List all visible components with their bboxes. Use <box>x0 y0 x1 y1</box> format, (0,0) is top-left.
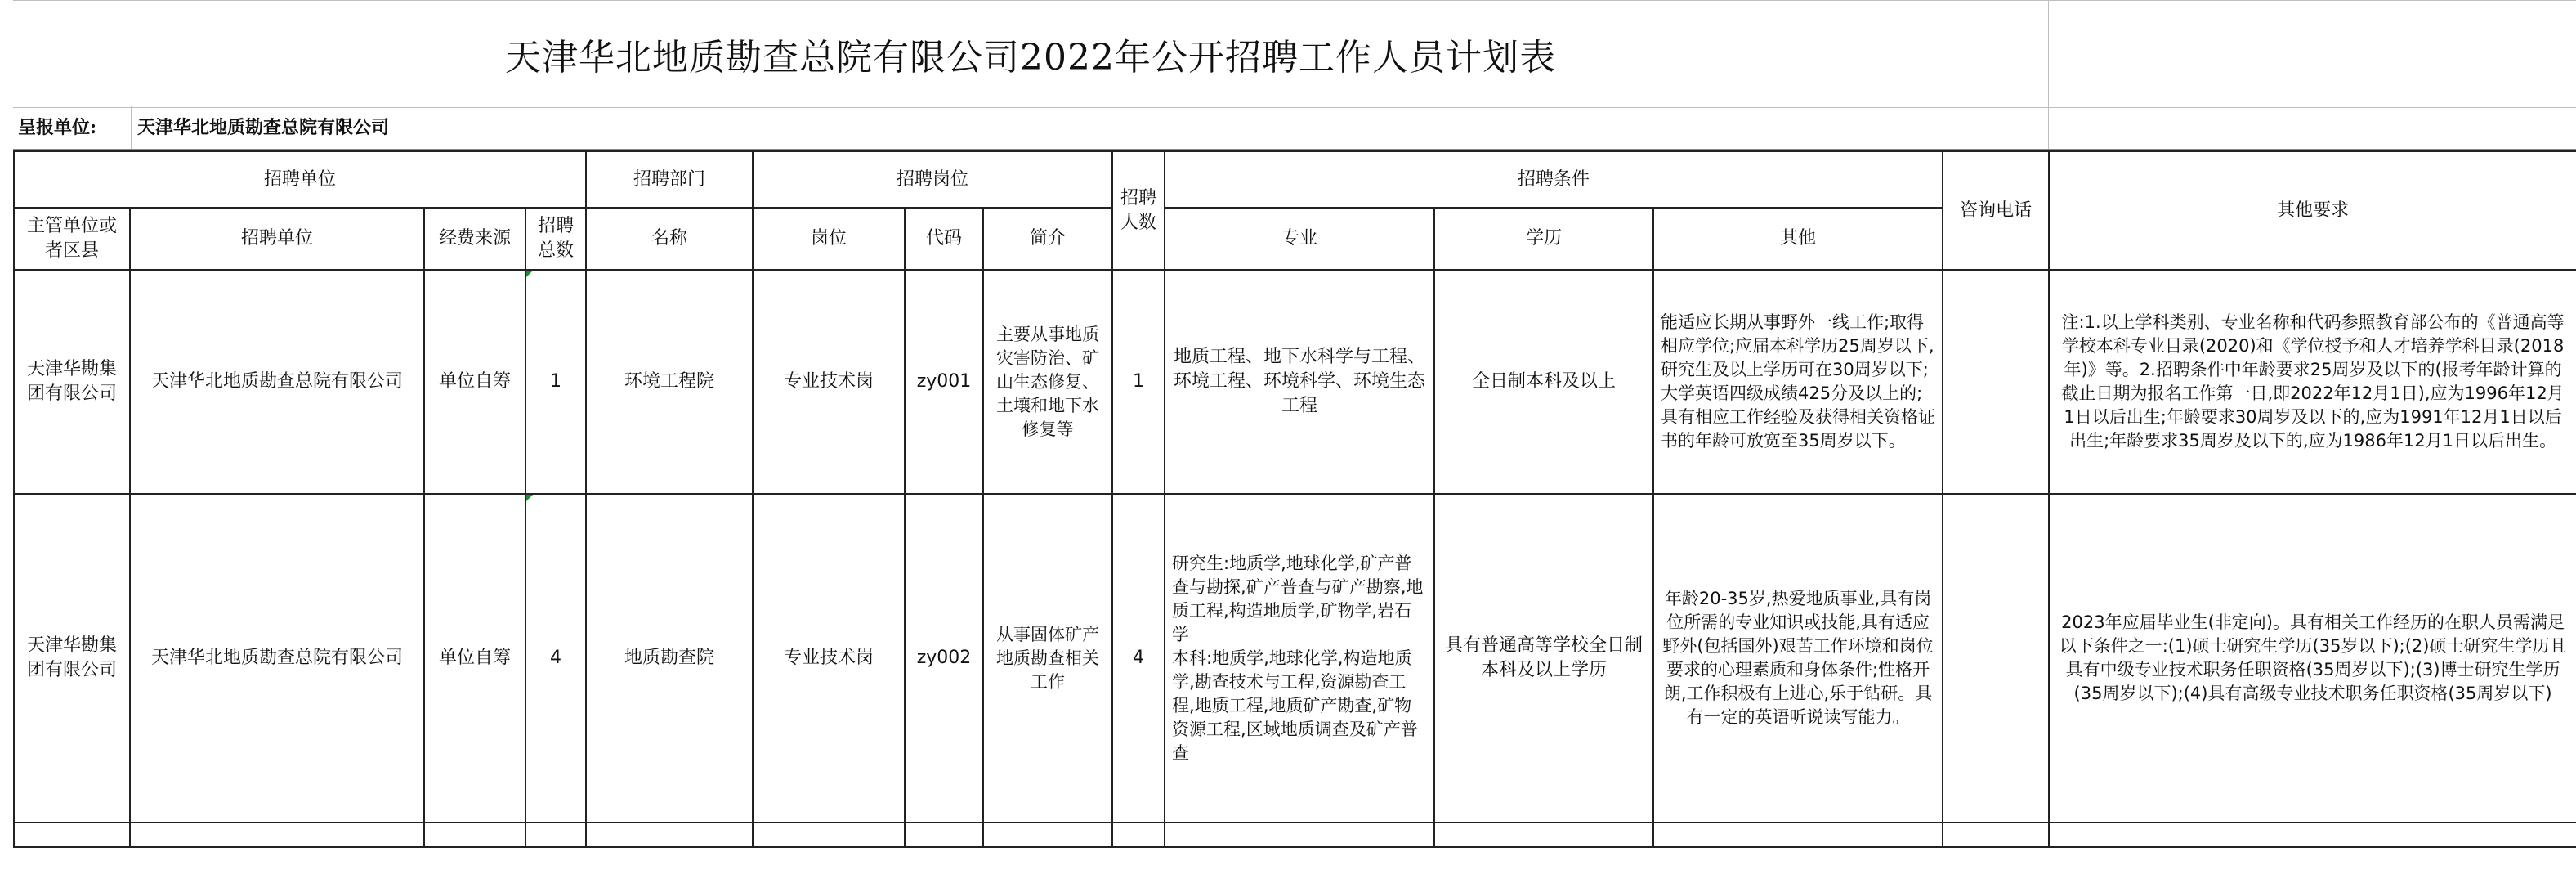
cell-other[interactable]: 能适应长期从事野外一线工作;取得相应学位;应届本科学历25周岁以下,研究生及以上学历可在30周岁以下;大学英语四级成绩425分及以上的;具有相应工作经验及获得相关资格证书的年龄可放宽至35周岁以下。 <box>1653 270 1943 494</box>
cell-phone[interactable] <box>1943 270 2049 494</box>
cell-dept-name[interactable]: 地质勘查院 <box>586 494 753 823</box>
empty-cell[interactable] <box>983 823 1112 847</box>
cell-intro[interactable]: 从事固体矿产地质勘查相关工作 <box>983 494 1112 823</box>
cell-total[interactable]: 1 <box>525 270 586 494</box>
table-row <box>14 494 2576 823</box>
reporting-unit-value: 天津华北地质勘查总院有限公司 <box>137 117 390 138</box>
cell-phone[interactable] <box>1943 494 2049 823</box>
header-row-1 <box>14 151 2576 208</box>
header-code: 代码 <box>905 208 983 270</box>
cell-major[interactable]: 研究生:地质学,地球化学,矿产普查与勘探,矿产普查与矿产勘察,地质工程,构造地质学,矿物学,岩石学 本科:地质学,地球化学,构造地质学,勘查技术与工程,资源勘查工程,地质工程,地质矿产勘查,矿物资源工程,区域地质调查及矿产普查 <box>1165 494 1434 823</box>
header-county: 主管单位或者区县 <box>14 208 130 270</box>
cell-education[interactable]: 全日制本科及以上 <box>1434 270 1653 494</box>
cell-divider <box>2048 106 2049 149</box>
reporting-unit-row <box>13 106 2576 150</box>
cell-unit[interactable]: 天津华北地质勘查总院有限公司 <box>130 494 424 823</box>
header-conditions: 招聘条件 <box>1165 151 1943 208</box>
empty-cell[interactable] <box>2049 823 2576 847</box>
cell-intro[interactable]: 主要从事地质灾害防治、矿山生态修复、土壤和地下水修复等 <box>983 270 1112 494</box>
cell-unit[interactable]: 天津华北地质勘查总院有限公司 <box>130 270 424 494</box>
header-recruiting-post: 招聘岗位 <box>753 151 1112 208</box>
header-funding: 经费来源 <box>424 208 525 270</box>
empty-cell[interactable] <box>130 823 424 847</box>
cell-divider <box>131 106 132 149</box>
cell-education[interactable]: 具有普通高等学校全日制本科及以上学历 <box>1434 494 1653 823</box>
header-recruiting-dept: 招聘部门 <box>586 151 753 208</box>
cell-total[interactable]: 4 <box>525 494 586 823</box>
table-row-empty <box>14 823 2576 847</box>
empty-cell[interactable] <box>1165 823 1434 847</box>
empty-cell[interactable] <box>424 823 525 847</box>
empty-cell[interactable] <box>525 823 586 847</box>
header-unit: 招聘单位 <box>130 208 424 270</box>
spreadsheet <box>13 0 2576 863</box>
cell-count[interactable]: 1 <box>1112 270 1165 494</box>
title-blank-cell[interactable] <box>2048 1 2576 107</box>
header-education: 学历 <box>1434 208 1653 270</box>
empty-cell[interactable] <box>1112 823 1165 847</box>
cell-other-requirements[interactable]: 2023年应届毕业生(非定向)。具有相关工作经历的在职人员需满足以下条件之一:(1)硕士研究生学历(35岁以下);(2)硕士研究生学历且具有中级专业技术职务任职资格(35周岁以下);(3)博士研究生学历(35周岁以下);(4)具有高级专业技术职务任职资格(35周岁以下) <box>2049 494 2576 823</box>
reporting-unit-label: 呈报单位: <box>18 117 97 138</box>
cell-post[interactable]: 专业技术岗 <box>753 270 905 494</box>
cell-funding[interactable]: 单位自筹 <box>424 494 525 823</box>
cell-major[interactable]: 地质工程、地下水科学与工程、环境工程、环境科学、环境生态工程 <box>1165 270 1434 494</box>
header-other: 其他 <box>1653 208 1943 270</box>
cell-other[interactable]: 年龄20-35岁,热爱地质事业,具有岗位所需的专业知识或技能,具有适应野外(包括国外)艰苦工作环境和岗位要求的心理素质和身体条件;性格开朗,工作积极有上进心,乐于钻研。具有一定的英语听说读写能力。 <box>1653 494 1943 823</box>
header-count: 招聘人数 <box>1112 151 1165 270</box>
cell-county[interactable]: 天津华勘集团有限公司 <box>14 494 130 823</box>
cell-code[interactable]: zy002 <box>905 494 983 823</box>
title-row <box>13 0 2576 108</box>
empty-cell[interactable] <box>1943 823 2049 847</box>
header-phone: 咨询电话 <box>1943 151 2049 270</box>
empty-cell[interactable] <box>1434 823 1653 847</box>
cell-dept-name[interactable]: 环境工程院 <box>586 270 753 494</box>
empty-cell[interactable] <box>1653 823 1943 847</box>
empty-cell[interactable] <box>586 823 753 847</box>
page-title: 天津华北地质勘查总院有限公司2022年公开招聘工作人员计划表 <box>505 37 1556 78</box>
empty-cell[interactable] <box>905 823 983 847</box>
cell-post[interactable]: 专业技术岗 <box>753 494 905 823</box>
cell-county[interactable]: 天津华勘集团有限公司 <box>14 270 130 494</box>
cell-other-requirements[interactable]: 注:1.以上学科类别、专业名称和代码参照教育部公布的《普通高等学校本科专业目录(2020)和《学位授予和人才培养学科目录(2018年)》等。2.招聘条件中年龄要求25周岁及以下的(报考年龄计算的截止日期为报名工作第一日,即2022年12月1日),应为1996年12月1日以后出生;年龄要求30周岁及以下的,应为1991年12月1日以后出生;年龄要求35周岁及以下的,应为1986年12月1日以后出生。 <box>2049 270 2576 494</box>
header-dept-name: 名称 <box>586 208 753 270</box>
empty-cell[interactable] <box>753 823 905 847</box>
header-major: 专业 <box>1165 208 1434 270</box>
cell-count[interactable]: 4 <box>1112 494 1165 823</box>
header-post: 岗位 <box>753 208 905 270</box>
header-recruiting-unit: 招聘单位 <box>14 151 586 208</box>
header-other-requirements: 其他要求 <box>2049 151 2576 270</box>
cell-code[interactable]: zy001 <box>905 270 983 494</box>
header-total: 招聘总数 <box>525 208 586 270</box>
empty-cell[interactable] <box>14 823 130 847</box>
cell-funding[interactable]: 单位自筹 <box>424 270 525 494</box>
recruitment-plan-table <box>13 150 2576 848</box>
header-intro: 简介 <box>983 208 1112 270</box>
table-row <box>14 270 2576 494</box>
